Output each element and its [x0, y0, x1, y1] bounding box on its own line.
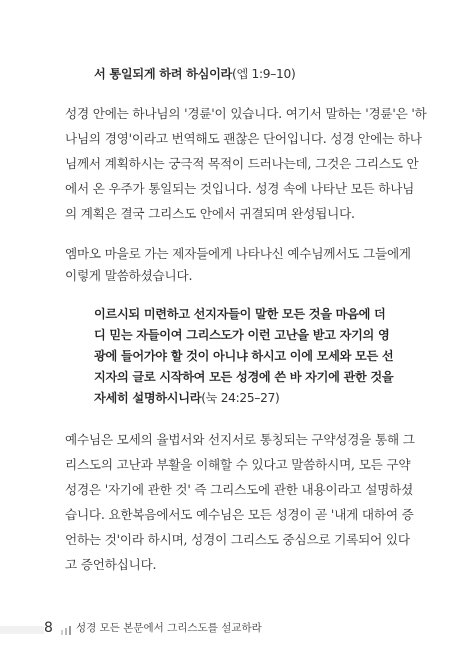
quote-2-last-text: 자세히 설명하시니라 — [94, 391, 202, 405]
quote-2-line-1: 이르시되 미련하고 선지자들이 말한 모든 것을 마음에 더 — [94, 307, 386, 321]
footer-strip — [0, 626, 44, 634]
paragraph-1-line-5: 의 계획은 결국 그리스도 안에서 귀결되며 완성됩니다. — [65, 206, 355, 221]
quote-2-reference: (눅 24:25–27) — [201, 391, 280, 405]
footer-ornament-icon — [61, 626, 73, 636]
paragraph-1-line-1: 성경 안에는 하나님의 '경륜'이 있습니다. 여기서 말하는 '경륜'은 '하 — [65, 106, 427, 121]
quote-2-line-3: 광에 들어가야 할 것이 아니냐 하시고 이에 모세와 모든 선 — [94, 349, 394, 363]
paragraph-1-line-3: 님께서 계획하시는 궁극적 목적이 드러나는데, 그것은 그리스도 안 — [65, 156, 419, 171]
paragraph-3-line-5: 언하는 것'이라 하시며, 성경이 그리스도 중심으로 기록되어 있다 — [65, 532, 410, 547]
quote-2-line-2: 디 믿는 자들이여 그리스도가 이런 고난을 받고 자기의 영 — [94, 328, 390, 342]
page-number: 8 — [44, 620, 53, 636]
paragraph-1-line-4: 에서 온 우주가 통일되는 것입니다. 성경 속에 나타난 모든 하나님 — [65, 181, 415, 196]
paragraph-3-line-2: 리스도의 고난과 부활을 이해할 수 있다고 말씀하시며, 모든 구약 — [65, 457, 411, 472]
quote-1-line-1 — [94, 66, 295, 82]
quote-2-line-5 — [94, 390, 279, 406]
quote-1-reference: (엡 1:9–10) — [232, 67, 296, 81]
paragraph-2-line-2: 이렇게 말씀하셨습니다. — [65, 268, 193, 283]
running-title: 성경 모든 본문에서 그리스도를 설교하라 — [76, 622, 262, 634]
paragraph-1-line-2: 나님의 경영'이라고 번역해도 괜찮은 단어입니다. 성경 안에는 하나 — [65, 131, 422, 146]
paragraph-3-line-1: 예수님은 모세의 율법서와 선지서로 통칭되는 구약성경을 통해 그 — [65, 432, 415, 447]
paragraph-2-line-1: 엠마오 마을로 가는 제자들에게 나타나신 예수님께서도 그들에게 — [65, 246, 411, 261]
paragraph-3-line-6: 고 증언하십니다. — [65, 557, 157, 572]
paragraph-3-line-3: 성경은 '자기에 관한 것' 즉 그리스도에 관한 내용이라고 설명하셨 — [65, 482, 414, 497]
paragraph-3-line-4: 습니다. 요한복음에서도 예수님은 모든 성경이 곧 '내게 대하여 증 — [65, 507, 414, 522]
quote-1-text: 서 통일되게 하려 하심이라 — [94, 67, 233, 81]
quote-2-line-4: 지자의 글로 시작하여 모든 성경에 쓴 바 자기에 관한 것을 — [94, 370, 394, 384]
